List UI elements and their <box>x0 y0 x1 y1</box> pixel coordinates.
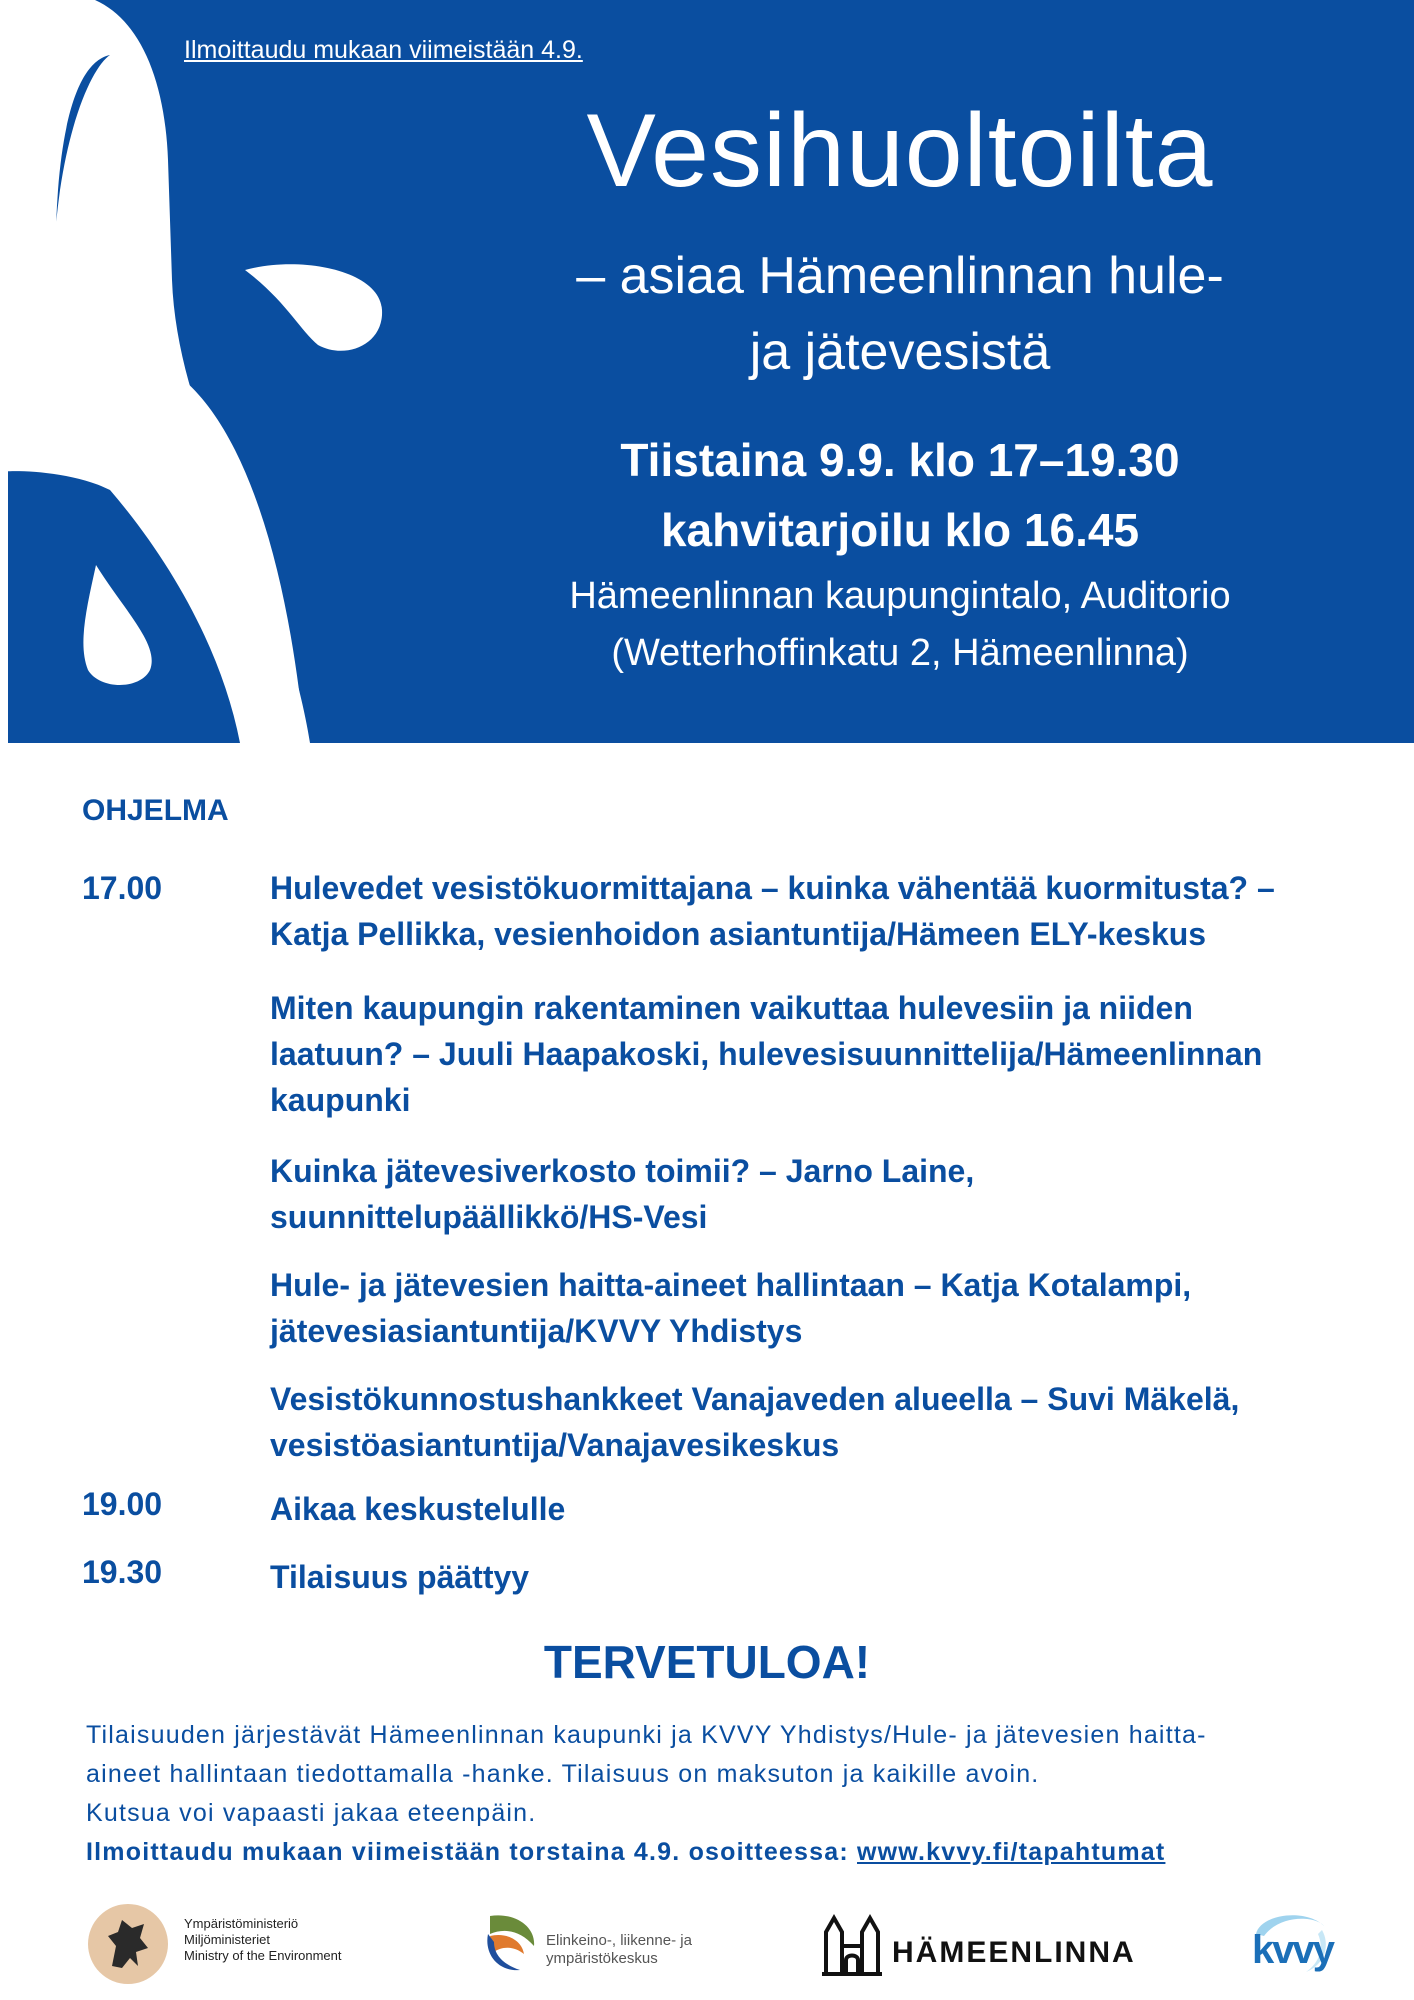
castle-icon <box>820 1912 884 1978</box>
ministry-name-fi: Ympäristöministeriö <box>184 1916 299 1931</box>
program-item <box>270 1554 1330 1600</box>
lion-crest-icon <box>86 1902 170 1986</box>
register-deadline-link[interactable]: Ilmoittaudu mukaan viimeistään 4.9. <box>184 36 583 64</box>
program-item-line: Vesistökunnostushankkeet Vanajaveden alueella – Suvi Mäkelä, <box>270 1381 1240 1417</box>
subtitle-line: – asiaa Hämeenlinnan hule- <box>576 247 1224 305</box>
hero-banner <box>0 0 1414 743</box>
program-item <box>270 1262 1330 1354</box>
page-subtitle <box>470 238 1330 390</box>
water-stream-shape <box>95 355 305 743</box>
ministry-name-sv: Miljöministeriet <box>184 1932 270 1947</box>
program-item <box>270 1376 1330 1468</box>
ministry-logo-text <box>184 1916 342 1964</box>
hero-left-edge-shape <box>0 0 8 743</box>
hameenlinna-logo <box>820 1912 884 1983</box>
info-line: aineet hallintaan tiedottamalla -hanke. Tilaisuus on maksuton ja kaikille avoin. <box>86 1760 1040 1788</box>
registration-text: Ilmoittaudu mukaan viimeistään torstaina 4.9. osoitteessa: <box>86 1838 858 1866</box>
program-item-line: suunnittelupäällikkö/HS-Vesi <box>270 1199 708 1235</box>
hameenlinna-logo-text: HÄMEENLINNA <box>892 1936 1136 1969</box>
program-item <box>270 1148 1330 1240</box>
ely-logo <box>484 1912 540 1979</box>
program-time: 19.00 <box>82 1486 163 1522</box>
ely-name-line: Elinkeino-, liikenne- ja <box>546 1932 692 1949</box>
kvvy-logo-text: kvvy <box>1252 1928 1333 1972</box>
program-item-line: Hule- ja jätevesien haitta-aineet hallintaan – Katja Kotalampi, <box>270 1267 1192 1303</box>
info-line: Tilaisuuden järjestävät Hämeenlinnan kaupunki ja KVVY Yhdistys/Hule- ja jätevesien haitta- <box>86 1721 1207 1749</box>
event-date-line: Tiistaina 9.9. klo 17–19.30 <box>620 434 1180 486</box>
ely-leaf-icon <box>484 1912 540 1974</box>
program-item-line: jätevesiasiantuntija/KVVY Yhdistys <box>270 1313 803 1349</box>
info-line: Kutsua voi vapaasti jakaa eteenpäin. <box>86 1799 537 1827</box>
venue-name: Hämeenlinnan kaupungintalo, Auditorio <box>569 575 1231 617</box>
program-item-line: kaupunki <box>270 1082 411 1118</box>
ely-logo-text <box>546 1932 692 1968</box>
program-heading: OHJELMA <box>82 794 229 827</box>
coffee-time-line: kahvitarjoilu klo 16.45 <box>660 504 1140 556</box>
program-item <box>270 865 1330 957</box>
water-drop-icon <box>83 565 151 685</box>
program-item-line: Aikaa keskustelulle <box>270 1491 566 1527</box>
program-item-line: Hulevedet vesistökuormittajana – kuinka vähentää kuormitusta? – <box>270 870 1275 906</box>
kvvy-logo <box>1246 1904 1336 1989</box>
program-item-line: laatuun? – Juuli Haapakoski, hulevesisuunnittelija/Hämeenlinnan <box>270 1036 1263 1072</box>
partner-logos <box>0 1890 1414 2000</box>
registration-url-link[interactable]: www.kvvy.fi/tapahtumat <box>857 1838 1166 1866</box>
registration-line <box>86 1833 1346 1872</box>
event-venue <box>470 568 1330 682</box>
pouring-jug-illustration <box>0 0 420 743</box>
ministry-logo <box>86 1902 170 1991</box>
page-title: Vesihuoltoilta <box>586 93 1214 209</box>
program-item-line: Kuinka jätevesiverkosto toimii? – Jarno Laine, <box>270 1153 975 1189</box>
program-item <box>270 985 1330 1123</box>
water-drop-icon <box>245 264 382 350</box>
welcome-heading: TERVETULOA! <box>543 1636 871 1688</box>
program-item <box>270 1486 1330 1532</box>
program-item-line: Tilaisuus päättyy <box>270 1559 530 1595</box>
subtitle-line: ja jätevesistä <box>749 323 1051 381</box>
program-item-line: vesistöasiantuntija/Vanajavesikeskus <box>270 1427 840 1463</box>
program-time: 19.30 <box>82 1554 163 1590</box>
ely-name-line: ympäristökeskus <box>546 1950 658 1967</box>
ministry-name-en: Ministry of the Environment <box>184 1948 342 1963</box>
program-item-line: Katja Pellikka, vesienhoidon asiantuntija/Hämeen ELY-keskus <box>270 916 1207 952</box>
program-time: 17.00 <box>82 870 163 906</box>
venue-address: (Wetterhoffinkatu 2, Hämeenlinna) <box>611 632 1189 674</box>
event-datetime <box>470 425 1330 565</box>
organizer-info <box>86 1716 1346 1872</box>
program-item-line: Miten kaupungin rakentaminen vaikuttaa hulevesiin ja niiden <box>270 990 1193 1026</box>
